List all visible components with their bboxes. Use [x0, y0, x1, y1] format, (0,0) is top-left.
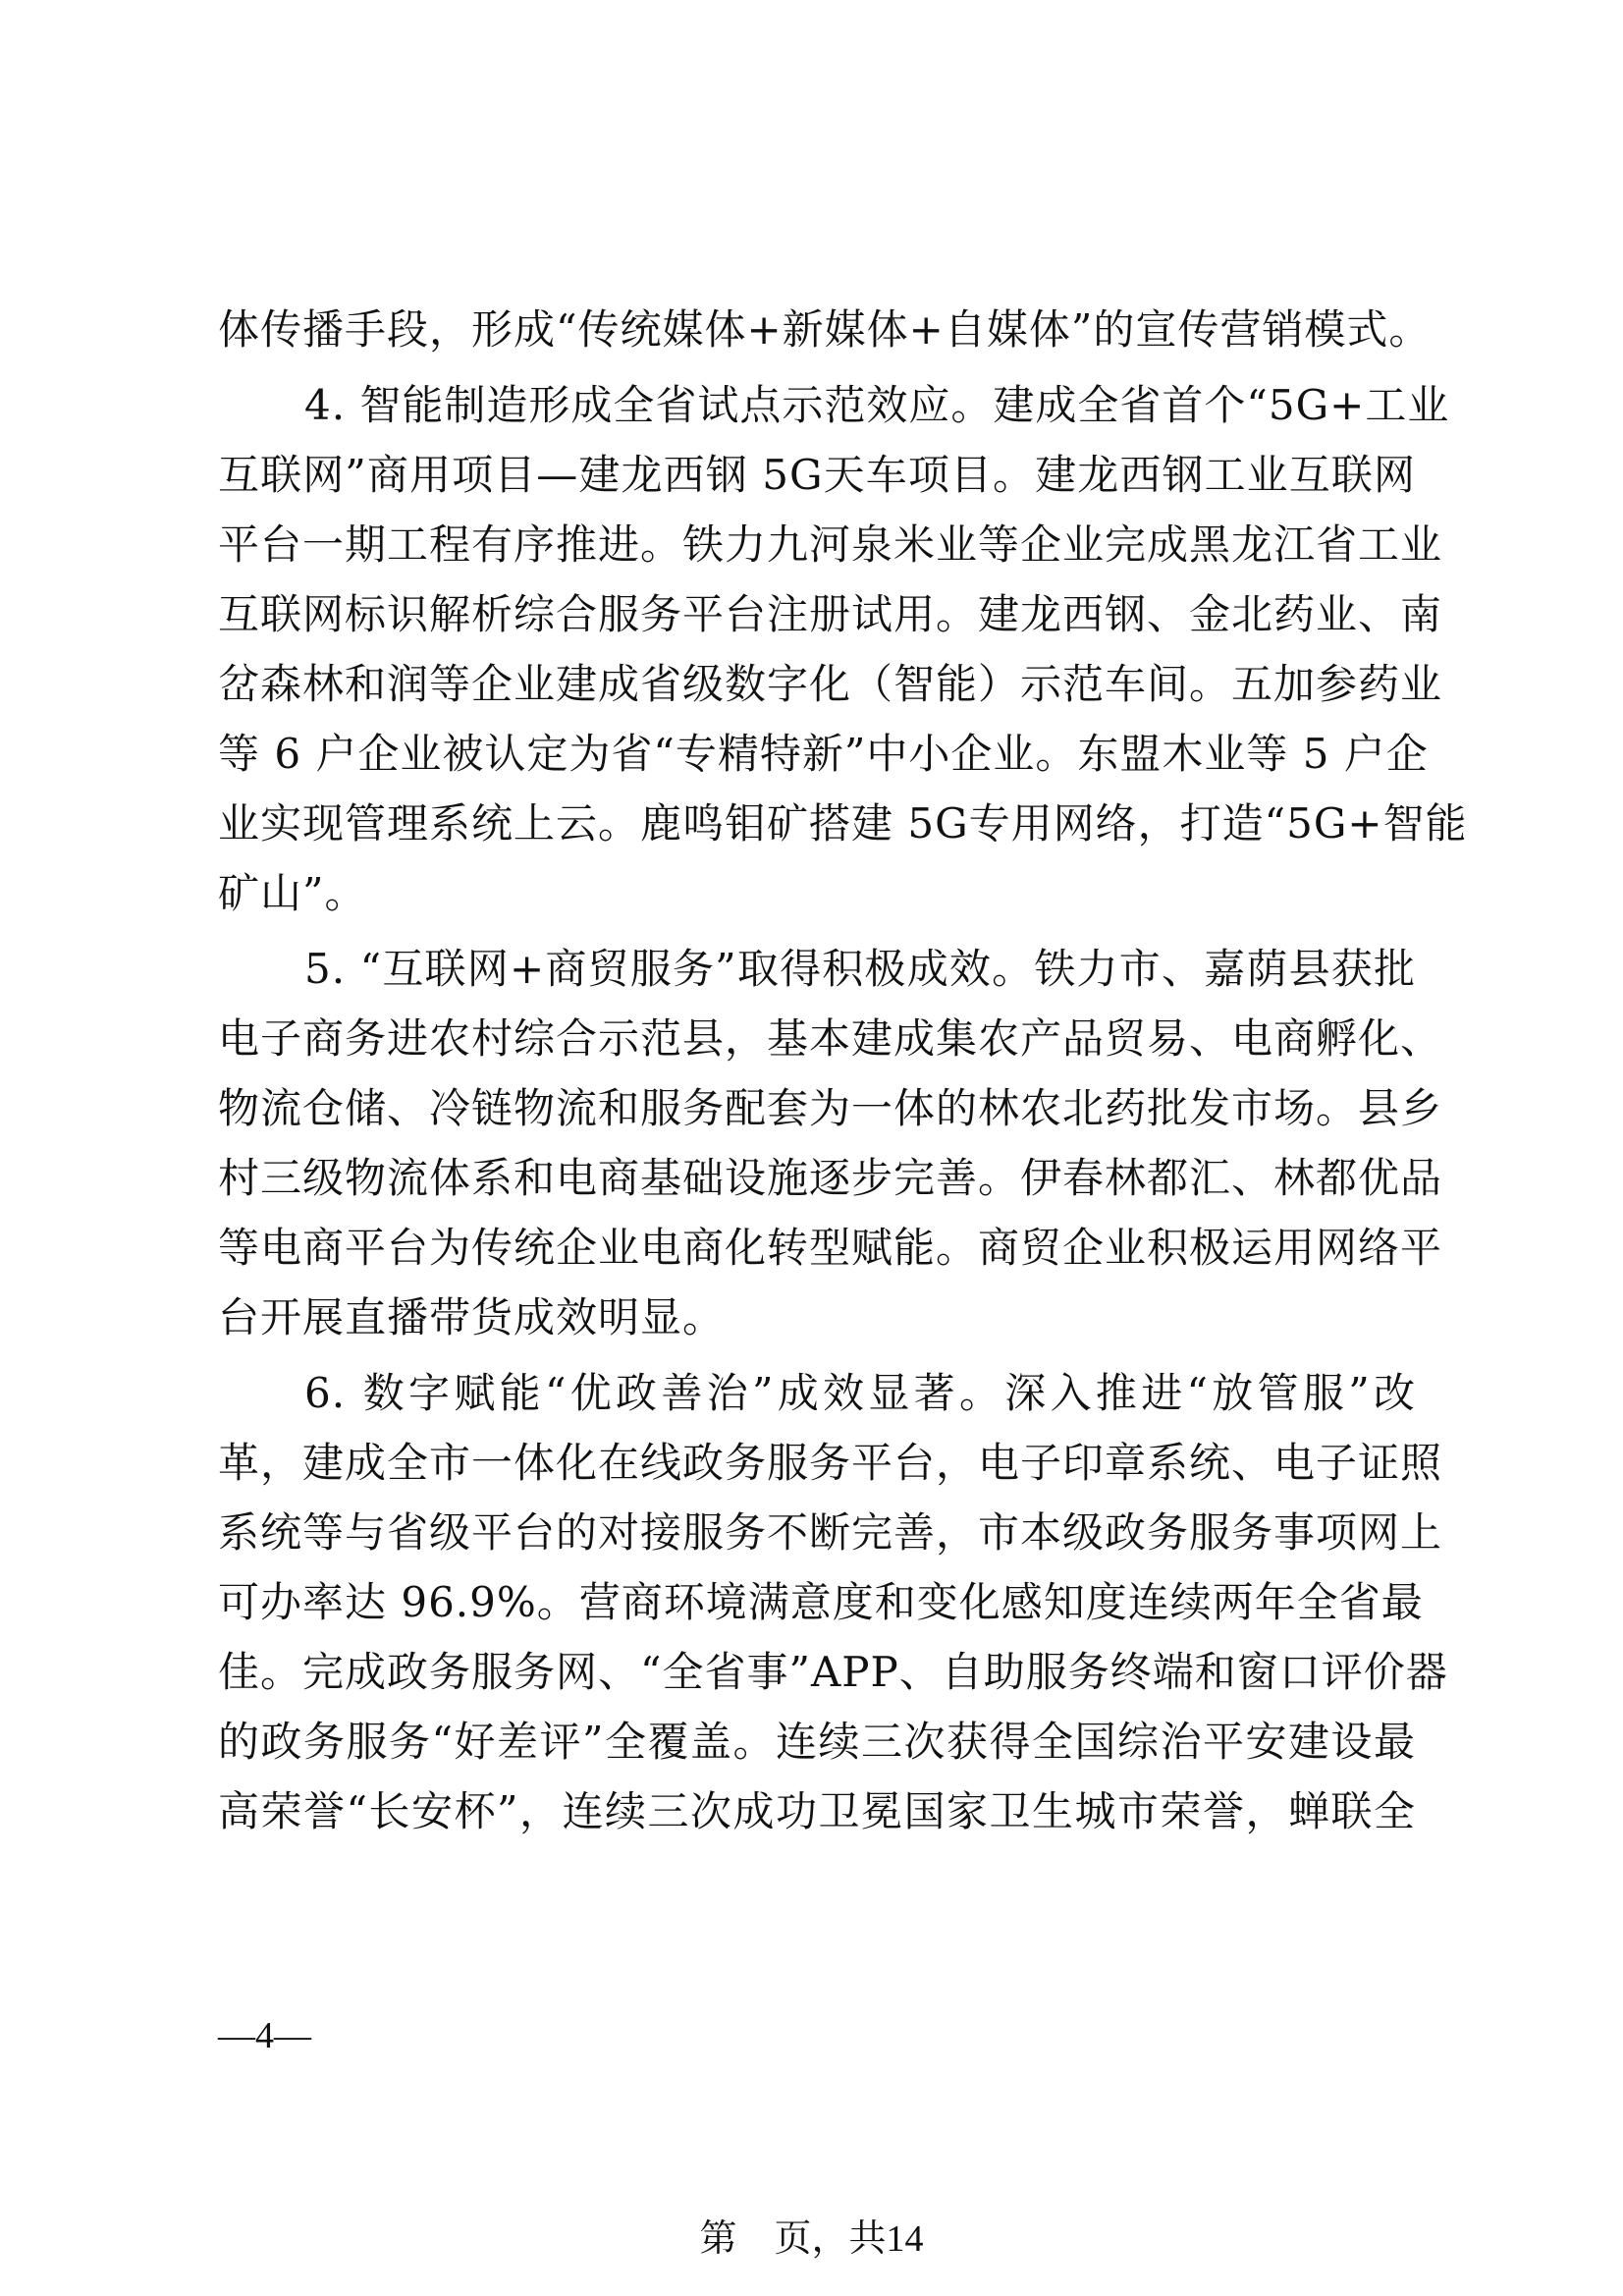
page-footer: 第 页，共14	[699, 2218, 924, 2260]
document-body	[218, 295, 1468, 1846]
text-line: 互联网标识解析综合服务平台注册试用。建龙西钢、金北药业、南	[218, 590, 1443, 638]
text-line: 5. “互联网+商贸服务”取得积极成效。铁力市、嘉荫县获批	[304, 945, 1416, 993]
text-line: 业实现管理系统上云。鹿鸣钼矿搭建 5G专用网络，打造“5G+智能	[218, 799, 1468, 847]
text-line: 体传播手段，形成“传统媒体+新媒体+自媒体”的宣传营销模式。	[218, 305, 1432, 354]
text-line: 平台一期工程有序推进。铁力九河泉米业等企业完成黑龙江省工业	[218, 520, 1443, 569]
text-line: 岔森林和润等企业建成省级数字化（智能）示范车间。五加参药业	[218, 660, 1443, 708]
text-line: 等 6 户企业被认定为省“专精特新”中小企业。东盟木业等 5 户企	[218, 730, 1429, 778]
text-line: 系统等与省级平台的对接服务不断完善，市本级政务服务事项网上	[218, 1508, 1443, 1557]
text-line: 互联网”商用项目—建龙西钢 5G天车项目。建龙西钢工业互联网	[218, 451, 1416, 499]
text-line: 的政务服务“好差评”全覆盖。连续三次获得全国综治平安建设最	[218, 1718, 1416, 1766]
text-line: 6. 数字赋能“优政善治”成效显著。深入推进“放管服”改	[304, 1369, 1416, 1417]
text-line: 4. 智能制造形成全省试点示范效应。建成全省首个“5G+工业	[304, 381, 1450, 429]
page-number: —4—	[218, 2015, 311, 2056]
text-line: 村三级物流体系和电商基础设施逐步完善。伊春林都汇、林都优品	[218, 1154, 1443, 1202]
text-line: 革，建成全市一体化在线政务服务平台，电子印章系统、电子证照	[218, 1439, 1443, 1487]
text-line: 佳。完成政务服务网、“全省事”APP、自助服务终端和窗口评价器	[218, 1648, 1448, 1696]
text-line: 高荣誉“长安杯”，连续三次成功卫冕国家卫生城市荣誉，蝉联全	[218, 1787, 1416, 1835]
text-line: 可办率达 96.9%。营商环境满意度和变化感知度连续两年全省最	[218, 1578, 1424, 1626]
text-line: 矿山”。	[218, 869, 367, 917]
text-line: 电子商务进农村综合示范县，基本建成集农产品贸易、电商孵化、	[218, 1014, 1443, 1063]
text-line: 等电商平台为传统企业电商化转型赋能。商贸企业积极运用网络平	[218, 1224, 1443, 1272]
text-line: 台开展直播带货成效明显。	[218, 1293, 726, 1341]
text-line: 物流仓储、冷链物流和服务配套为一体的林农北药批发市场。县乡	[218, 1084, 1443, 1132]
